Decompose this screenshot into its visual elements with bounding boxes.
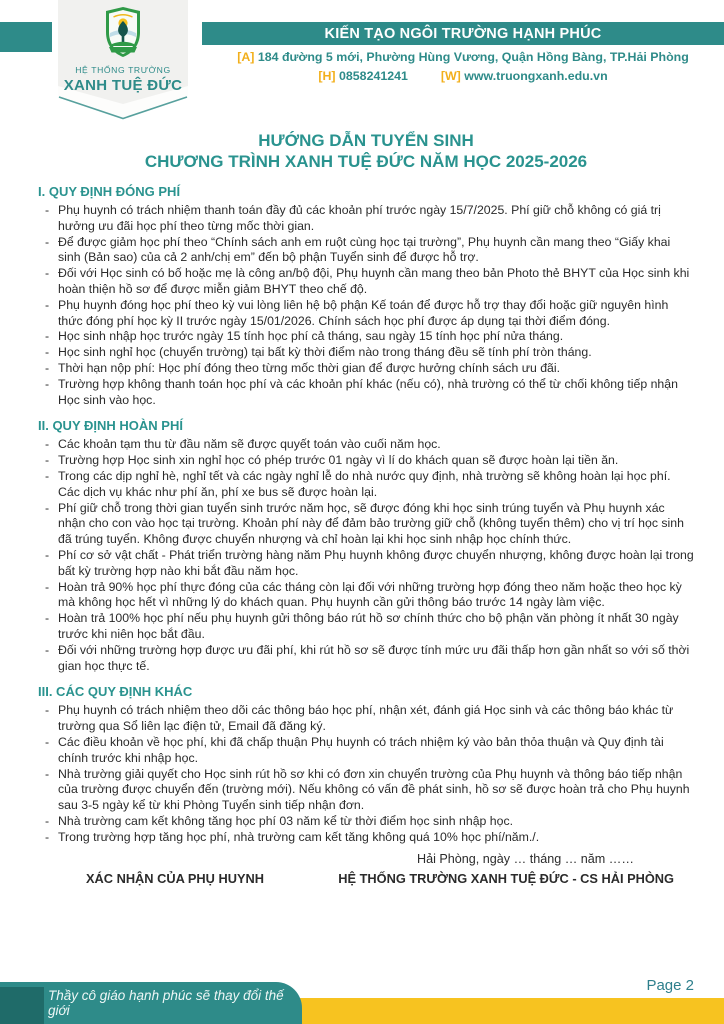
footer-yellow-accent <box>300 998 724 1024</box>
footer-dark-accent <box>0 987 44 1024</box>
date-place-line: Hải Phòng, ngày … tháng … năm …… <box>416 852 634 867</box>
list-item: - Nhà trường cam kết không tăng học phí 03 năm kể từ thời điểm học sinh nhập học. <box>38 814 694 830</box>
list-item: - Học sinh nhập học trước ngày 15 tính học phí cả tháng, sau ngày 15 tính học phí nửa tháng. <box>38 329 694 345</box>
list-item: - Hoàn trả 90% học phí thực đóng của các tháng còn lại đối với những trường hợp đóng theo năm hoặc theo học kỳ mà không học hết vì những lý do khách quan. Phụ huynh cần gửi thông báo trước 14 ngày làm việc. <box>38 580 694 612</box>
website-tag: [W] <box>440 69 461 83</box>
section-refund-rules <box>38 418 694 674</box>
section-payment-rules <box>38 184 694 408</box>
banner-title: KIẾN TẠO NGÔI TRƯỜNG HẠNH PHÚC <box>324 25 602 42</box>
list-item: - Các điều khoản về học phí, khi đã chấp thuận Phụ huynh có trách nhiệm ký vào bản thỏa thuận và Quy định tài chính trước khi nhập học. <box>38 735 694 767</box>
contact-address-line <box>202 48 724 67</box>
list-item: - Phụ huynh đóng học phí theo kỳ vui lòng liên hệ bộ phận Kế toán để được hỗ trợ thay đổi hoặc giữ nguyên hình thức đóng phí học kỳ II trước ngày 15/01/2026. Chính sách học phí được áp dụng tại thời điểm đóng. <box>38 298 694 330</box>
signature-row <box>38 871 694 886</box>
header-left-accent <box>0 22 52 52</box>
contact-phone: 0858241241 <box>339 69 408 83</box>
header-contact <box>202 48 724 86</box>
list-item: - Thời hạn nộp phí: Học phí đóng theo từng mốc thời gian để được hưởng chính sách ưu đãi. <box>38 361 694 377</box>
contact-address: 184 đường 5 mới, Phường Hùng Vương, Quận Hồng Bàng, TP.Hải Phòng <box>257 50 689 64</box>
title-line-1: HƯỚNG DẪN TUYỂN SINH <box>258 131 474 150</box>
logo-badge <box>58 0 188 120</box>
list-item: - Phụ huynh có trách nhiệm thanh toán đầy đủ các khoản phí trước ngày 15/7/2025. Phí giữ chỗ không có giá trị hưởng ưu đãi học phí theo từng mốc thời gian. <box>38 203 694 235</box>
section-heading: II. QUY ĐỊNH HOÀN PHÍ <box>38 418 183 434</box>
section-heading: III. CÁC QUY ĐỊNH KHÁC <box>38 684 193 700</box>
list-item: - Hoàn trả 100% học phí nếu phụ huynh gửi thông báo rút hồ sơ chính thức cho bộ phận văn phòng ít nhất 30 ngày trước khi niên học bắt đầu. <box>38 611 694 643</box>
list-item: - Phụ huynh có trách nhiệm theo dõi các thông báo học phí, nhận xét, đánh giá Học sinh và các thông báo khác từ trường qua Sổ liên lạc điện tử, Email đã đăng ký. <box>38 703 694 735</box>
school-name: XANH TUỆ ĐỨC <box>63 77 183 94</box>
page-number: Page 2 <box>646 977 694 994</box>
footer-motto-shape <box>0 982 302 1024</box>
signature-school: HỆ THỐNG TRƯỜNG XANH TUỆ ĐỨC - CS HẢI PHÒNG <box>338 871 674 887</box>
list-item: - Phí giữ chỗ trong thời gian tuyển sinh trước năm học, sẽ được đóng khi học sinh trúng tuyển và Phụ huynh xác nhận cho con vào học tại trường. Khoản phí này để đảm bảo trường giữ chỗ (không tuyển thêm) cho vị trí học sinh đã trúng tuyển. Không được chuyển nhượng và chỉ hoàn lại khi học sinh nhập học chính thức. <box>38 501 694 548</box>
contact-website: www.truongxanh.edu.vn <box>464 69 608 83</box>
list-item: - Học sinh nghỉ học (chuyển trường) tại bất kỳ thời điểm nào trong tháng đều sẽ tính phí tròn tháng. <box>38 345 694 361</box>
title-line-2: CHƯƠNG TRÌNH XANH TUỆ ĐỨC NĂM HỌC 2025-2026 <box>144 152 588 171</box>
section-heading: I. QUY ĐỊNH ĐÓNG PHÍ <box>38 184 181 199</box>
footer-motto: Thầy cô giáo hạnh phúc sẽ thay đổi thế giới <box>48 988 284 1018</box>
list-item: - Trong các dịp nghỉ hè, nghỉ tết và các ngày nghỉ lễ do nhà nước quy định, nhà trường sẽ không hoàn lại học phí. Các dịch vụ khác như phí ăn, phí xe bus sẽ được hoàn lại. <box>38 469 694 501</box>
school-system-label: HỆ THỐNG TRƯỜNG <box>75 65 171 75</box>
list-item: - Đối với những trường hợp được ưu đãi phí, khi rút hồ sơ sẽ được tính mức ưu đãi thấp hơn gần nhất so với số thời gian học thực tế. <box>38 643 694 675</box>
list-item: - Để được giảm học phí theo “Chính sách anh em ruột cùng học tại trường”, Phụ huynh cần mang theo “Giấy khai sinh (Bản sao) của cả 2 anh/chị em” đến bộ phận Tuyển sinh để được hỗ trợ. <box>38 235 694 267</box>
list-item: - Trong trường hợp tăng học phí, nhà trường cam kết tăng không quá 10% học phí/năm./. <box>38 830 694 846</box>
address-tag: [A] <box>237 50 255 64</box>
school-crest-icon <box>103 6 143 58</box>
list-item: - Các khoản tạm thu từ đầu năm sẽ được quyết toán vào cuối năm học. <box>38 437 694 453</box>
section-other-rules <box>38 684 694 845</box>
list-item: - Trường hợp Học sinh xin nghỉ học có phép trước 01 ngày vì lí do khách quan sẽ được hoàn lại tiền ăn. <box>38 453 694 469</box>
list-item: - Nhà trường giải quyết cho Học sinh rút hồ sơ khi có đơn xin chuyển trường của Phụ huynh và thông báo tiếp nhận của trường được chuyển đến (trường mới). Nếu không có vấn đề phát sinh, hồ sơ sẽ được hoàn trả cho Phụ huynh sau 3-5 ngày kể từ khi Phòng Tuyển sinh tiếp nhận đơn. <box>38 767 694 814</box>
header-banner <box>202 22 724 45</box>
footer-bar <box>0 980 724 1024</box>
list-item: - Trường hợp không thanh toán học phí và các khoản phí khác (nếu có), nhà trường có thể từ chối không tiếp nhận Học sinh vào học. <box>38 377 694 409</box>
list-item: - Đối với Học sinh có bố hoặc mẹ là công an/bộ đội, Phụ huynh cần mang theo bản Photo thẻ BHYT của Học sinh khi hoàn thiện hồ sơ để được miễn giảm BHYT theo chế độ. <box>38 266 694 298</box>
contact-phone-web-line <box>202 67 724 86</box>
phone-tag: [H] <box>318 69 336 83</box>
list-item: - Phí cơ sở vật chất - Phát triển trường hàng năm Phụ huynh không được chuyển nhượng, không được hoàn lại trong bất kỳ trường hợp nào khi bắt đầu năm học. <box>38 548 694 580</box>
document-title <box>38 130 694 172</box>
signature-parent: XÁC NHẬN CỦA PHỤ HUYNH <box>86 871 264 887</box>
